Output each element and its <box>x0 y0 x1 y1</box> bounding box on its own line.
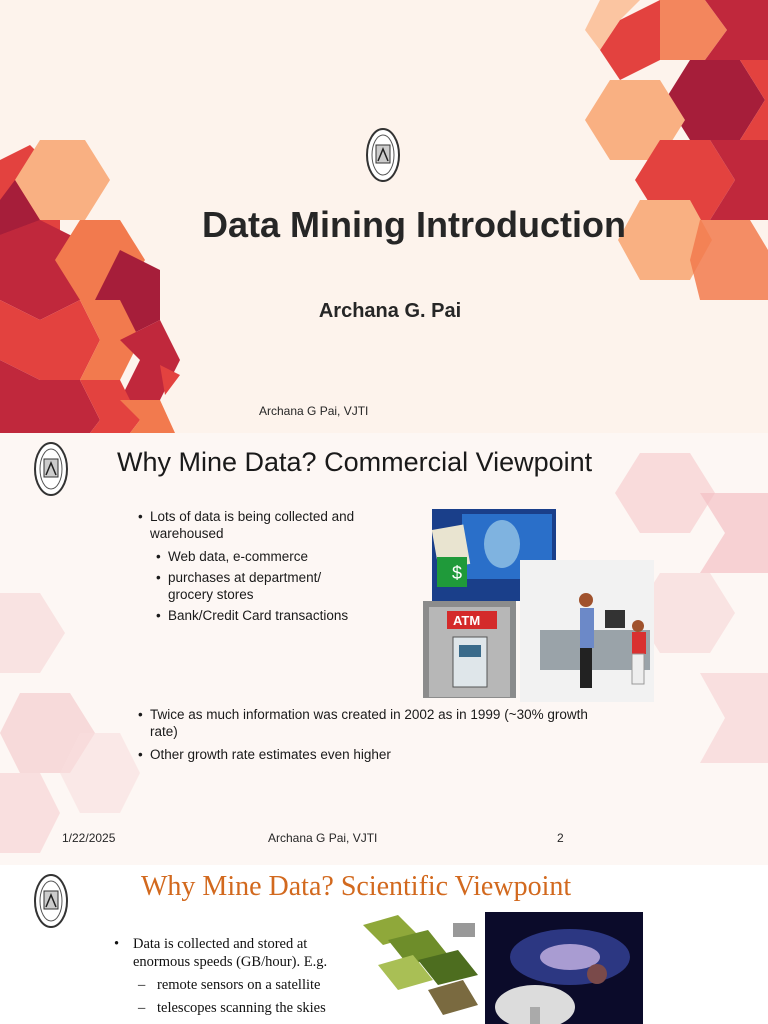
bullet-item: • Twice as much information was created in 2002 as in 1999 (~30% growth rate) <box>138 706 588 740</box>
sub-bullet-item: • Web data, e-commerce <box>138 548 368 565</box>
title-slide <box>0 0 768 433</box>
slide-footer: Archana G Pai, VJTI <box>259 404 369 418</box>
footer-author: Archana G Pai, VJTI <box>268 831 378 845</box>
svg-text:$: $ <box>452 563 463 583</box>
slide-title: Why Mine Data? Commercial Viewpoint <box>117 447 593 477</box>
sub-bullet-item: – telescopes scanning the skies <box>114 999 364 1017</box>
bullet-list <box>138 508 368 628</box>
slide-title: Why Mine Data? Scientific Viewpoint <box>141 871 572 902</box>
vjti-logo-icon <box>366 127 400 183</box>
vjti-logo-icon <box>34 873 68 929</box>
sub-bullet-item: • Bank/Credit Card transactions <box>138 607 368 624</box>
atm-label: ATM <box>453 613 481 628</box>
bullet-item: • Data is collected and stored at enormous speeds (GB/hour). E.g. <box>114 935 364 971</box>
vjti-logo-icon <box>34 441 68 497</box>
satellite-imagery-image <box>358 915 484 1024</box>
sub-bullet-item: • purchases at department/ grocery stores <box>138 569 368 603</box>
bullet-item: • Other growth rate estimates even higher <box>138 746 588 763</box>
telescope-galaxy-image <box>485 912 643 1024</box>
bullet-item: • Lots of data is being collected and warehoused <box>138 508 368 542</box>
slide-author: Archana G. Pai <box>318 300 462 322</box>
atm-machine-image <box>423 601 516 698</box>
sub-bullet-item: – remote sensors on a satellite <box>114 976 364 994</box>
footer-date: 1/22/2025 <box>62 831 116 845</box>
bullet-list-lower <box>138 706 588 769</box>
grocery-checkout-image <box>520 560 654 702</box>
scientific-viewpoint-slide <box>0 865 768 1024</box>
bullet-list <box>114 935 364 1022</box>
slide-title: Data Mining Introduction <box>202 204 626 245</box>
footer-page-number: 2 <box>557 831 564 845</box>
commercial-viewpoint-slide <box>0 433 768 865</box>
